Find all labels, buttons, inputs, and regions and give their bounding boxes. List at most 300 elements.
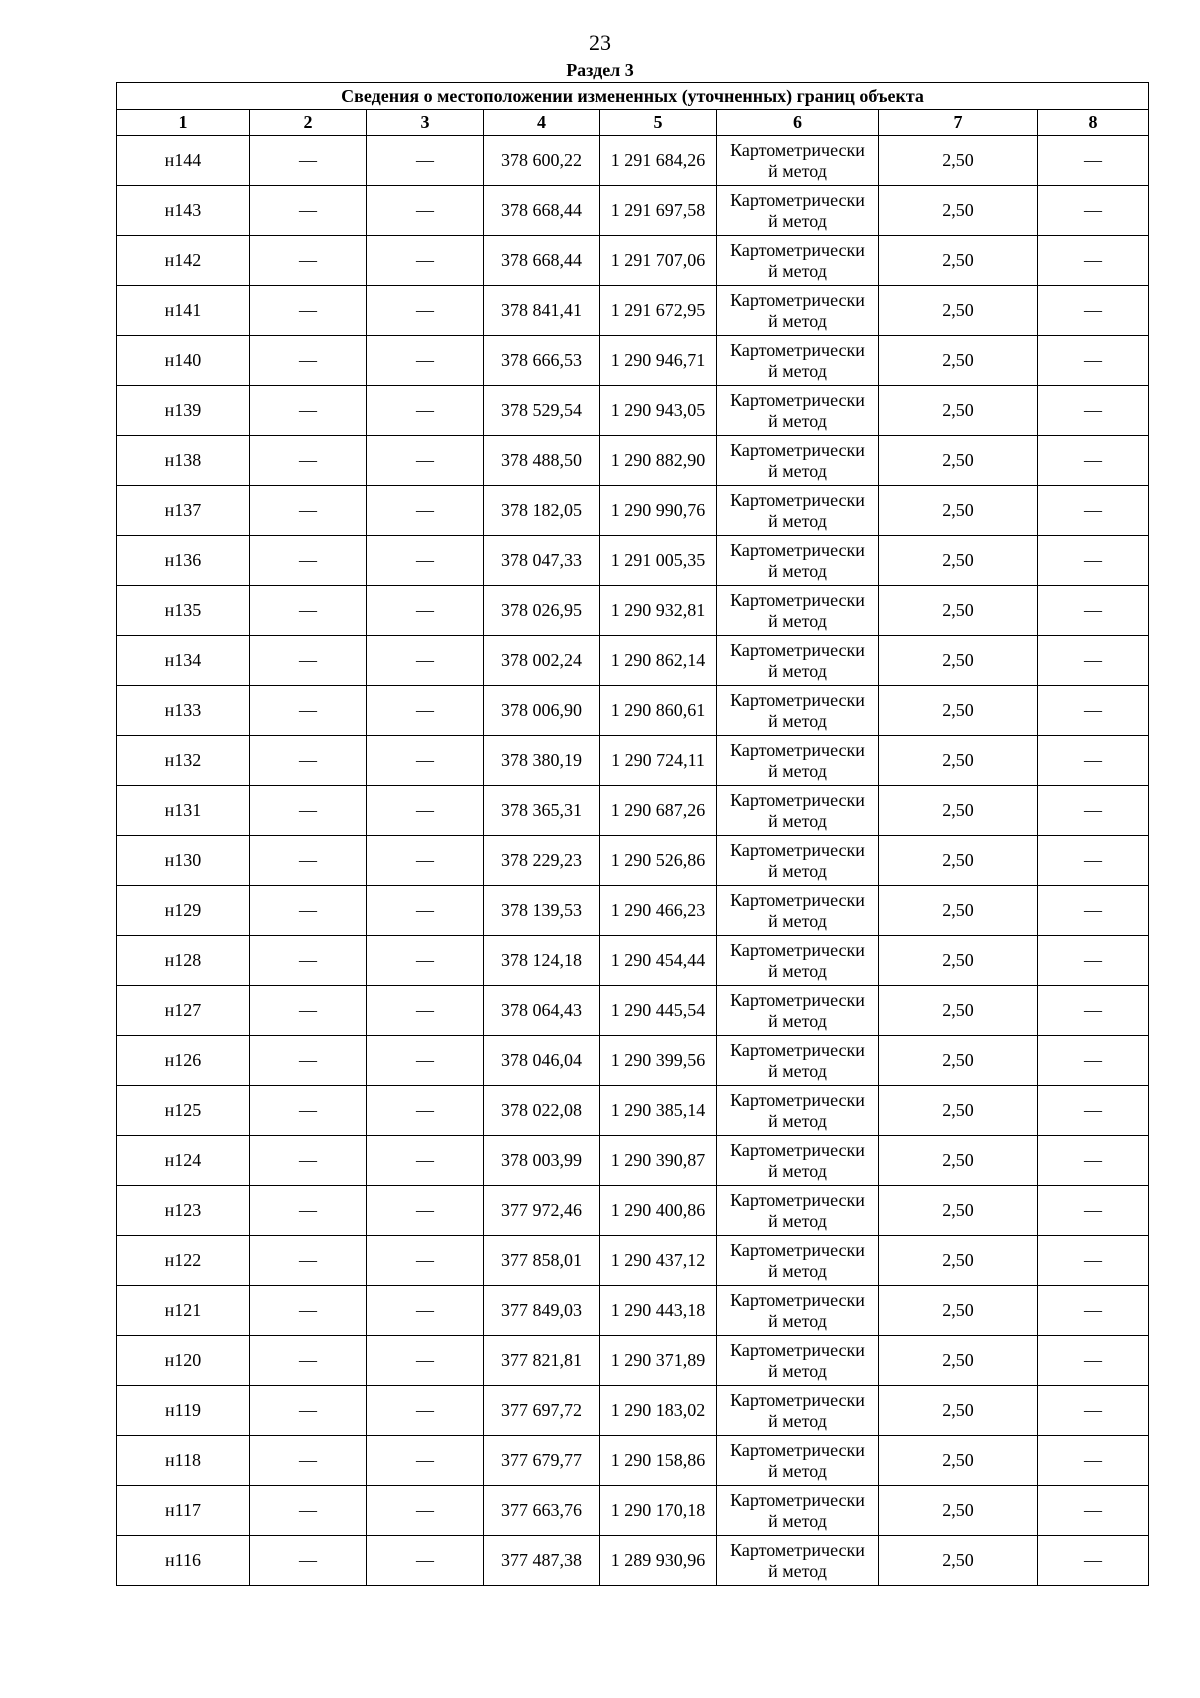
point-number-cell: н136	[117, 536, 250, 586]
empty-dash-cell: —	[367, 886, 484, 936]
method-cell	[717, 1036, 879, 1086]
point-number-cell: н143	[117, 186, 250, 236]
column-header: 1	[117, 110, 250, 136]
method-cell	[717, 486, 879, 536]
y-coordinate-cell: 1 289 930,96	[600, 1536, 717, 1586]
table-row	[117, 486, 1149, 536]
method-line-2: й метод	[768, 1310, 827, 1331]
empty-dash-cell: —	[367, 336, 484, 386]
table-body	[117, 136, 1149, 1586]
method-line-1: Картометрически	[730, 189, 865, 210]
x-coordinate-cell: 378 006,90	[484, 686, 600, 736]
y-coordinate-cell: 1 290 860,61	[600, 686, 717, 736]
empty-dash-cell: —	[367, 1286, 484, 1336]
point-number-cell: н132	[117, 736, 250, 786]
empty-dash-cell: —	[1038, 1036, 1149, 1086]
accuracy-cell: 2,50	[879, 786, 1038, 836]
empty-dash-cell: —	[367, 1536, 484, 1586]
y-coordinate-cell: 1 290 399,56	[600, 1036, 717, 1086]
accuracy-cell: 2,50	[879, 1536, 1038, 1586]
method-cell	[717, 186, 879, 236]
empty-dash-cell: —	[250, 1386, 367, 1436]
accuracy-cell: 2,50	[879, 936, 1038, 986]
method-cell	[717, 1486, 879, 1536]
x-coordinate-cell: 378 666,53	[484, 336, 600, 386]
empty-dash-cell: —	[367, 736, 484, 786]
empty-dash-cell: —	[250, 886, 367, 936]
point-number-cell: н141	[117, 286, 250, 336]
method-line-1: Картометрически	[730, 439, 865, 460]
method-line-1: Картометрически	[730, 939, 865, 960]
method-line-2: й метод	[768, 560, 827, 581]
x-coordinate-cell: 378 365,31	[484, 786, 600, 836]
empty-dash-cell: —	[1038, 286, 1149, 336]
point-number-cell: н123	[117, 1186, 250, 1236]
empty-dash-cell: —	[1038, 236, 1149, 286]
method-line-1: Картометрически	[730, 889, 865, 910]
accuracy-cell: 2,50	[879, 1386, 1038, 1436]
method-line-1: Картометрически	[730, 1289, 865, 1310]
method-line-2: й метод	[768, 960, 827, 981]
column-header: 4	[484, 110, 600, 136]
empty-dash-cell: —	[367, 486, 484, 536]
method-line-1: Картометрически	[730, 689, 865, 710]
method-cell	[717, 886, 879, 936]
x-coordinate-cell: 377 858,01	[484, 1236, 600, 1286]
empty-dash-cell: —	[250, 536, 367, 586]
column-header: 3	[367, 110, 484, 136]
method-line-2: й метод	[768, 1510, 827, 1531]
y-coordinate-cell: 1 291 005,35	[600, 536, 717, 586]
empty-dash-cell: —	[250, 186, 367, 236]
empty-dash-cell: —	[367, 1036, 484, 1086]
empty-dash-cell: —	[367, 686, 484, 736]
accuracy-cell: 2,50	[879, 336, 1038, 386]
method-line-2: й метод	[768, 1360, 827, 1381]
x-coordinate-cell: 378 064,43	[484, 986, 600, 1036]
empty-dash-cell: —	[1038, 536, 1149, 586]
empty-dash-cell: —	[250, 736, 367, 786]
method-cell	[717, 436, 879, 486]
method-cell	[717, 636, 879, 686]
empty-dash-cell: —	[367, 286, 484, 336]
point-number-cell: н137	[117, 486, 250, 536]
point-number-cell: н122	[117, 1236, 250, 1286]
table-row	[117, 336, 1149, 386]
y-coordinate-cell: 1 290 443,18	[600, 1286, 717, 1336]
accuracy-cell: 2,50	[879, 686, 1038, 736]
x-coordinate-cell: 377 849,03	[484, 1286, 600, 1336]
method-cell	[717, 1086, 879, 1136]
empty-dash-cell: —	[250, 786, 367, 836]
method-line-2: й метод	[768, 410, 827, 431]
y-coordinate-cell: 1 290 445,54	[600, 986, 717, 1036]
table-row	[117, 1336, 1149, 1386]
empty-dash-cell: —	[367, 636, 484, 686]
point-number-cell: н131	[117, 786, 250, 836]
empty-dash-cell: —	[367, 986, 484, 1036]
table-caption-row	[117, 83, 1149, 110]
method-line-1: Картометрически	[730, 1389, 865, 1410]
point-number-cell: н116	[117, 1536, 250, 1586]
x-coordinate-cell: 377 972,46	[484, 1186, 600, 1236]
empty-dash-cell: —	[1038, 336, 1149, 386]
y-coordinate-cell: 1 290 466,23	[600, 886, 717, 936]
accuracy-cell: 2,50	[879, 1186, 1038, 1236]
method-line-1: Картометрически	[730, 1239, 865, 1260]
empty-dash-cell: —	[250, 436, 367, 486]
empty-dash-cell: —	[367, 786, 484, 836]
table-row	[117, 686, 1149, 736]
method-line-2: й метод	[768, 1060, 827, 1081]
accuracy-cell: 2,50	[879, 486, 1038, 536]
empty-dash-cell: —	[1038, 1436, 1149, 1486]
empty-dash-cell: —	[1038, 1536, 1149, 1586]
accuracy-cell: 2,50	[879, 1286, 1038, 1336]
empty-dash-cell: —	[250, 836, 367, 886]
empty-dash-cell: —	[250, 336, 367, 386]
point-number-cell: н117	[117, 1486, 250, 1536]
method-line-2: й метод	[768, 1560, 827, 1581]
x-coordinate-cell: 377 487,38	[484, 1536, 600, 1586]
method-line-1: Картометрически	[730, 739, 865, 760]
empty-dash-cell: —	[250, 236, 367, 286]
table-row	[117, 736, 1149, 786]
y-coordinate-cell: 1 291 684,26	[600, 136, 717, 186]
method-line-1: Картометрически	[730, 1189, 865, 1210]
empty-dash-cell: —	[250, 1236, 367, 1286]
section-title: Раздел 3	[566, 60, 634, 80]
method-line-1: Картометрически	[730, 1089, 865, 1110]
method-line-2: й метод	[768, 460, 827, 481]
table-row	[117, 586, 1149, 636]
method-cell	[717, 1186, 879, 1236]
y-coordinate-cell: 1 290 990,76	[600, 486, 717, 536]
point-number-cell: н128	[117, 936, 250, 986]
y-coordinate-cell: 1 290 437,12	[600, 1236, 717, 1286]
method-cell	[717, 836, 879, 886]
y-coordinate-cell: 1 290 862,14	[600, 636, 717, 686]
method-line-2: й метод	[768, 1160, 827, 1181]
x-coordinate-cell: 378 003,99	[484, 1136, 600, 1186]
y-coordinate-cell: 1 290 170,18	[600, 1486, 717, 1536]
point-number-cell: н129	[117, 886, 250, 936]
method-line-2: й метод	[768, 210, 827, 231]
method-line-2: й метод	[768, 160, 827, 181]
y-coordinate-cell: 1 290 400,86	[600, 1186, 717, 1236]
table-row	[117, 1436, 1149, 1486]
point-number-cell: н125	[117, 1086, 250, 1136]
empty-dash-cell: —	[1038, 386, 1149, 436]
method-cell	[717, 336, 879, 386]
table-header-row	[117, 110, 1149, 136]
method-line-1: Картометрически	[730, 1139, 865, 1160]
empty-dash-cell: —	[367, 386, 484, 436]
accuracy-cell: 2,50	[879, 436, 1038, 486]
x-coordinate-cell: 378 841,41	[484, 286, 600, 336]
empty-dash-cell: —	[367, 236, 484, 286]
point-number-cell: н126	[117, 1036, 250, 1086]
method-line-1: Картометрически	[730, 489, 865, 510]
empty-dash-cell: —	[250, 286, 367, 336]
x-coordinate-cell: 378 600,22	[484, 136, 600, 186]
method-cell	[717, 686, 879, 736]
method-cell	[717, 986, 879, 1036]
point-number-cell: н127	[117, 986, 250, 1036]
accuracy-cell: 2,50	[879, 1336, 1038, 1386]
method-line-2: й метод	[768, 660, 827, 681]
y-coordinate-cell: 1 291 707,06	[600, 236, 717, 286]
method-line-1: Картометрически	[730, 1539, 865, 1560]
method-line-2: й метод	[768, 610, 827, 631]
method-line-1: Картометрически	[730, 539, 865, 560]
empty-dash-cell: —	[367, 436, 484, 486]
empty-dash-cell: —	[1038, 1336, 1149, 1386]
method-cell	[717, 1536, 879, 1586]
method-cell	[717, 386, 879, 436]
accuracy-cell: 2,50	[879, 536, 1038, 586]
table-row	[117, 1486, 1149, 1536]
x-coordinate-cell: 378 002,24	[484, 636, 600, 686]
empty-dash-cell: —	[250, 936, 367, 986]
empty-dash-cell: —	[250, 1536, 367, 1586]
empty-dash-cell: —	[367, 586, 484, 636]
point-number-cell: н138	[117, 436, 250, 486]
point-number-cell: н121	[117, 1286, 250, 1336]
method-line-2: й метод	[768, 1260, 827, 1281]
accuracy-cell: 2,50	[879, 286, 1038, 336]
method-line-2: й метод	[768, 510, 827, 531]
y-coordinate-cell: 1 290 946,71	[600, 336, 717, 386]
point-number-cell: н119	[117, 1386, 250, 1436]
y-coordinate-cell: 1 290 932,81	[600, 586, 717, 636]
x-coordinate-cell: 378 380,19	[484, 736, 600, 786]
accuracy-cell: 2,50	[879, 986, 1038, 1036]
empty-dash-cell: —	[367, 1086, 484, 1136]
method-cell	[717, 1386, 879, 1436]
column-header: 5	[600, 110, 717, 136]
point-number-cell: н144	[117, 136, 250, 186]
empty-dash-cell: —	[250, 1086, 367, 1136]
point-number-cell: н118	[117, 1436, 250, 1486]
x-coordinate-cell: 378 668,44	[484, 236, 600, 286]
x-coordinate-cell: 377 679,77	[484, 1436, 600, 1486]
method-line-2: й метод	[768, 310, 827, 331]
empty-dash-cell: —	[367, 1186, 484, 1236]
point-number-cell: н142	[117, 236, 250, 286]
method-line-1: Картометрически	[730, 239, 865, 260]
method-line-1: Картометрически	[730, 289, 865, 310]
table-row	[117, 1236, 1149, 1286]
empty-dash-cell: —	[367, 836, 484, 886]
empty-dash-cell: —	[1038, 586, 1149, 636]
accuracy-cell: 2,50	[879, 636, 1038, 686]
empty-dash-cell: —	[1038, 1486, 1149, 1536]
empty-dash-cell: —	[367, 186, 484, 236]
point-number-cell: н133	[117, 686, 250, 736]
y-coordinate-cell: 1 291 672,95	[600, 286, 717, 336]
method-line-1: Картометрически	[730, 339, 865, 360]
method-cell	[717, 136, 879, 186]
y-coordinate-cell: 1 290 526,86	[600, 836, 717, 886]
x-coordinate-cell: 377 821,81	[484, 1336, 600, 1386]
table-row	[117, 636, 1149, 686]
point-number-cell: н120	[117, 1336, 250, 1386]
method-line-2: й метод	[768, 360, 827, 381]
empty-dash-cell: —	[250, 1286, 367, 1336]
accuracy-cell: 2,50	[879, 386, 1038, 436]
method-line-2: й метод	[768, 1410, 827, 1431]
table-row	[117, 786, 1149, 836]
method-line-1: Картометрически	[730, 1439, 865, 1460]
method-line-1: Картометрически	[730, 639, 865, 660]
empty-dash-cell: —	[1038, 1386, 1149, 1436]
method-line-1: Картометрически	[730, 1489, 865, 1510]
empty-dash-cell: —	[250, 636, 367, 686]
point-number-cell: н140	[117, 336, 250, 386]
table-row	[117, 886, 1149, 936]
empty-dash-cell: —	[250, 586, 367, 636]
y-coordinate-cell: 1 290 724,11	[600, 736, 717, 786]
x-coordinate-cell: 378 229,23	[484, 836, 600, 886]
method-cell	[717, 1286, 879, 1336]
x-coordinate-cell: 378 022,08	[484, 1086, 600, 1136]
empty-dash-cell: —	[367, 1136, 484, 1186]
empty-dash-cell: —	[1038, 136, 1149, 186]
method-line-1: Картометрически	[730, 1339, 865, 1360]
boundary-coordinates-table	[116, 82, 1149, 1586]
empty-dash-cell: —	[1038, 1186, 1149, 1236]
y-coordinate-cell: 1 290 158,86	[600, 1436, 717, 1486]
accuracy-cell: 2,50	[879, 1086, 1038, 1136]
empty-dash-cell: —	[250, 1336, 367, 1386]
table-row	[117, 836, 1149, 886]
empty-dash-cell: —	[367, 1236, 484, 1286]
empty-dash-cell: —	[367, 1336, 484, 1386]
table-caption: Сведения о местоположении измененных (уточненных) границ объекта	[117, 83, 1149, 110]
empty-dash-cell: —	[367, 136, 484, 186]
method-line-1: Картометрически	[730, 1039, 865, 1060]
y-coordinate-cell: 1 290 371,89	[600, 1336, 717, 1386]
method-line-1: Картометрически	[730, 789, 865, 810]
table-row	[117, 136, 1149, 186]
method-line-2: й метод	[768, 260, 827, 281]
x-coordinate-cell: 378 182,05	[484, 486, 600, 536]
page-number: 23	[589, 30, 611, 55]
x-coordinate-cell: 378 124,18	[484, 936, 600, 986]
table-row	[117, 1286, 1149, 1336]
empty-dash-cell: —	[1038, 1086, 1149, 1136]
x-coordinate-cell: 378 046,04	[484, 1036, 600, 1086]
x-coordinate-cell: 378 139,53	[484, 886, 600, 936]
table-row	[117, 1386, 1149, 1436]
accuracy-cell: 2,50	[879, 186, 1038, 236]
y-coordinate-cell: 1 290 390,87	[600, 1136, 717, 1186]
accuracy-cell: 2,50	[879, 1036, 1038, 1086]
method-cell	[717, 1236, 879, 1286]
table-row	[117, 286, 1149, 336]
accuracy-cell: 2,50	[879, 1236, 1038, 1286]
y-coordinate-cell: 1 291 697,58	[600, 186, 717, 236]
method-line-2: й метод	[768, 1110, 827, 1131]
column-header: 2	[250, 110, 367, 136]
empty-dash-cell: —	[367, 1486, 484, 1536]
empty-dash-cell: —	[250, 686, 367, 736]
empty-dash-cell: —	[367, 1436, 484, 1486]
empty-dash-cell: —	[1038, 686, 1149, 736]
x-coordinate-cell: 377 663,76	[484, 1486, 600, 1536]
method-line-2: й метод	[768, 910, 827, 931]
method-line-1: Картометрически	[730, 139, 865, 160]
method-line-1: Картометрически	[730, 989, 865, 1010]
method-cell	[717, 1436, 879, 1486]
method-cell	[717, 586, 879, 636]
table-row	[117, 986, 1149, 1036]
empty-dash-cell: —	[1038, 436, 1149, 486]
table-row	[117, 386, 1149, 436]
method-line-2: й метод	[768, 810, 827, 831]
method-line-2: й метод	[768, 860, 827, 881]
y-coordinate-cell: 1 290 882,90	[600, 436, 717, 486]
x-coordinate-cell: 378 488,50	[484, 436, 600, 486]
y-coordinate-cell: 1 290 385,14	[600, 1086, 717, 1136]
point-number-cell: н124	[117, 1136, 250, 1186]
x-coordinate-cell: 378 668,44	[484, 186, 600, 236]
y-coordinate-cell: 1 290 943,05	[600, 386, 717, 436]
point-number-cell: н139	[117, 386, 250, 436]
column-header: 8	[1038, 110, 1149, 136]
accuracy-cell: 2,50	[879, 136, 1038, 186]
column-header: 6	[717, 110, 879, 136]
accuracy-cell: 2,50	[879, 736, 1038, 786]
table-row	[117, 1036, 1149, 1086]
method-cell	[717, 736, 879, 786]
y-coordinate-cell: 1 290 454,44	[600, 936, 717, 986]
empty-dash-cell: —	[1038, 186, 1149, 236]
empty-dash-cell: —	[250, 1036, 367, 1086]
point-number-cell: н134	[117, 636, 250, 686]
empty-dash-cell: —	[367, 1386, 484, 1436]
accuracy-cell: 2,50	[879, 836, 1038, 886]
method-cell	[717, 1136, 879, 1186]
method-line-2: й метод	[768, 1460, 827, 1481]
table-row	[117, 1136, 1149, 1186]
table-row	[117, 1186, 1149, 1236]
empty-dash-cell: —	[1038, 986, 1149, 1036]
accuracy-cell: 2,50	[879, 586, 1038, 636]
column-header: 7	[879, 110, 1038, 136]
accuracy-cell: 2,50	[879, 1436, 1038, 1486]
method-line-2: й метод	[768, 710, 827, 731]
empty-dash-cell: —	[1038, 1236, 1149, 1286]
method-cell	[717, 286, 879, 336]
method-line-1: Картометрически	[730, 839, 865, 860]
accuracy-cell: 2,50	[879, 1136, 1038, 1186]
empty-dash-cell: —	[250, 986, 367, 1036]
method-line-1: Картометрически	[730, 389, 865, 410]
empty-dash-cell: —	[250, 136, 367, 186]
empty-dash-cell: —	[367, 536, 484, 586]
empty-dash-cell: —	[250, 1486, 367, 1536]
x-coordinate-cell: 378 529,54	[484, 386, 600, 436]
method-line-2: й метод	[768, 1010, 827, 1031]
x-coordinate-cell: 378 026,95	[484, 586, 600, 636]
table-row	[117, 1536, 1149, 1586]
empty-dash-cell: —	[1038, 636, 1149, 686]
empty-dash-cell: —	[1038, 836, 1149, 886]
empty-dash-cell: —	[1038, 936, 1149, 986]
empty-dash-cell: —	[1038, 486, 1149, 536]
